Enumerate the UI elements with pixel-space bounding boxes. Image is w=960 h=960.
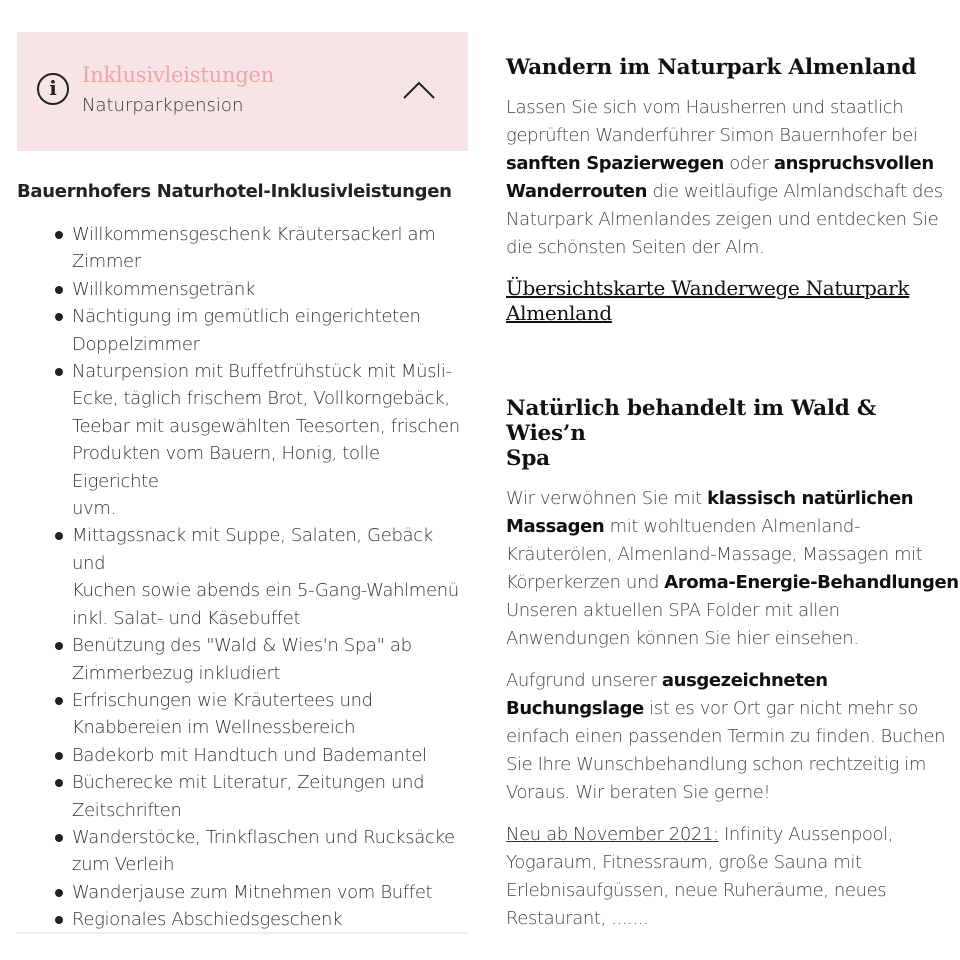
emphasis-text: ausgezeichneten <box>661 670 828 691</box>
emphasis-text: anspruchsvollen <box>773 153 934 174</box>
list-item-line: Produkten vom Bauern, Honig, tolle Eigerichte <box>72 443 380 492</box>
paragraph-text: die schönsten Seiten der Alm. <box>506 237 765 258</box>
list-item <box>17 742 468 769</box>
list-item-line: Naturpension mit Buffetfrühstück mit Müsli- <box>72 361 452 383</box>
list-item-line: Teebar mit ausgewählten Teesorten, frischen <box>72 415 460 437</box>
list-item-line: Doppelzimmer <box>72 333 200 355</box>
list-item <box>17 769 468 824</box>
inclusive-section <box>17 32 468 931</box>
paragraph-text: Lassen Sie sich vom Hausherren und staatlich <box>506 97 904 118</box>
list-item-line: Zeitschriften <box>72 799 182 821</box>
hiking-paragraph <box>506 94 951 262</box>
paragraph-text: geprüften Wanderführer Simon Bauernhofer bei <box>506 125 918 146</box>
list-item-line: Knabbereien im Wellnessbereich <box>72 717 356 739</box>
list-item-line: Erfrischungen wie Kräutertees und <box>72 689 373 711</box>
paragraph-text: Voraus. Wir beraten Sie gerne! <box>506 782 771 803</box>
bullet-icon <box>55 916 63 924</box>
bullet-icon <box>55 889 63 897</box>
info-icon: i <box>37 73 69 105</box>
list-item-line: Benützung des "Wald & Wies'n Spa" ab <box>72 635 412 657</box>
list-item-line: Zimmerbezug inkludiert <box>72 662 281 684</box>
list-item-line: Regionales Abschiedsgeschenk <box>72 909 343 931</box>
bullet-icon <box>55 642 63 650</box>
hiking-map-link-line1[interactable]: Übersichtskarte Wanderwege Naturpark <box>506 276 910 300</box>
emphasis-text: Aroma-Energie-Behandlungen <box>664 572 959 593</box>
bullet-icon <box>55 313 63 321</box>
paragraph-text: Unseren aktuellen SPA Folder mit allen <box>506 600 840 621</box>
inclusive-list <box>17 221 468 934</box>
bullet-icon <box>55 697 63 705</box>
list-item-line: Ecke, täglich frischem Brot, Vollkorngebäck, <box>72 388 450 410</box>
emphasis-text: Massagen <box>506 516 605 537</box>
accordion-subtitle: Naturparkpension <box>82 95 244 116</box>
paragraph-text: ist es vor Ort gar nicht mehr so <box>643 698 918 719</box>
paragraph-text: die weitläufige Almlandschaft des <box>647 181 943 202</box>
accordion-title[interactable]: Inklusivleistungen <box>82 63 275 87</box>
paragraph-text: Anwendungen können Sie hier einsehen. <box>506 628 859 649</box>
spa-paragraph-3 <box>506 821 951 933</box>
list-item <box>17 276 468 303</box>
bullet-icon <box>55 752 63 760</box>
list-item <box>17 221 468 276</box>
paragraph-text: oder <box>723 153 774 174</box>
list-item-line: inkl. Salat- und Käsebuffet <box>72 607 301 629</box>
spa-paragraph-1 <box>506 485 959 653</box>
paragraph-text: Yogaraum, Fitnessraum, große Sauna mit <box>506 852 862 873</box>
paragraph-text: Kräuterölen, Almenland-Massage, Massagen mit <box>506 544 923 565</box>
list-item <box>17 358 468 522</box>
list-item-line: Nächtigung im gemütlich eingerichteten <box>72 306 421 328</box>
spa-title-line2: Spa <box>506 446 550 471</box>
list-item-line: Bücherecke mit Literatur, Zeitungen und <box>72 772 425 794</box>
spa-title <box>506 396 951 471</box>
paragraph-text: Infinity Aussenpool, <box>718 824 894 845</box>
list-item-line: Zimmer <box>72 251 141 273</box>
paragraph-text: Naturpark Almenlandes zeigen und entdecken Sie <box>506 209 939 230</box>
bullet-icon <box>55 231 63 239</box>
list-item <box>17 824 468 879</box>
list-item-line: Wanderstöcke, Trinkflaschen und Rucksäcke <box>72 826 455 848</box>
paragraph-text: Sie Ihre Wunschbehandlung schon rechtzeitig im <box>506 754 927 775</box>
list-item-line: Mittagssnack mit Suppe, Salaten, Gebäck und <box>72 525 433 574</box>
paragraph-text: Körperkerzen und <box>506 572 665 593</box>
spa-title-line1: Natürlich behandelt im Wald & Wies’n <box>506 396 877 446</box>
emphasis-text: klassisch natürlichen <box>707 488 914 509</box>
list-item <box>17 632 468 687</box>
paragraph-text: einfach einen passenden Termin zu finden. Buchen <box>506 726 946 747</box>
chevron-up-icon[interactable] <box>403 81 435 99</box>
inline-link[interactable]: Neu ab November 2021: <box>506 824 719 845</box>
accordion-header[interactable] <box>17 32 468 151</box>
list-item-line: Kuchen sowie abends ein 5-Gang-Wahlmenü <box>72 580 459 602</box>
bullet-icon <box>55 779 63 787</box>
hiking-title: Wandern im Naturpark Almenland <box>506 55 917 80</box>
list-item <box>17 687 468 742</box>
paragraph-text: Aufgrund unserer <box>506 670 662 691</box>
list-item-line: Wanderjause zum Mitnehmen vom Buffet <box>72 881 433 903</box>
paragraph-text: mit wohltuenden Almenland- <box>604 516 860 537</box>
list-item-line: Willkommensgetränk <box>72 278 256 300</box>
content-column <box>506 55 959 933</box>
list-item-line: uvm. <box>72 498 116 520</box>
emphasis-text: sanften Spazierwegen <box>506 153 724 174</box>
list-item-line: Willkommensgeschenk Kräutersackerl am <box>72 224 436 245</box>
list-item <box>17 522 468 632</box>
paragraph-text: Wir verwöhnen Sie mit <box>506 488 708 509</box>
emphasis-text: Buchungslage <box>506 698 644 719</box>
bullet-icon <box>55 286 63 294</box>
bullet-icon <box>55 368 63 376</box>
list-item <box>17 303 468 358</box>
hiking-map-link[interactable] <box>506 276 951 326</box>
list-item <box>17 879 468 906</box>
inclusive-heading: Bauernhofers Naturhotel-Inklusivleistungen <box>17 181 452 202</box>
list-item-line: Badekorb mit Handtuch und Bademantel <box>72 744 427 766</box>
bullet-icon <box>55 532 63 540</box>
paragraph-text: Restaurant, ....... <box>506 908 649 929</box>
list-item-line: zum Verleih <box>72 854 175 876</box>
spa-paragraph-2 <box>506 667 951 807</box>
paragraph-text: Erlebnisaufgüssen, neue Ruheräume, neues <box>506 880 887 901</box>
emphasis-text: Wanderrouten <box>506 181 648 202</box>
divider <box>17 932 468 934</box>
hiking-map-link-line2[interactable]: Almenland <box>506 301 612 325</box>
bullet-icon <box>55 834 63 842</box>
list-item <box>17 906 468 933</box>
